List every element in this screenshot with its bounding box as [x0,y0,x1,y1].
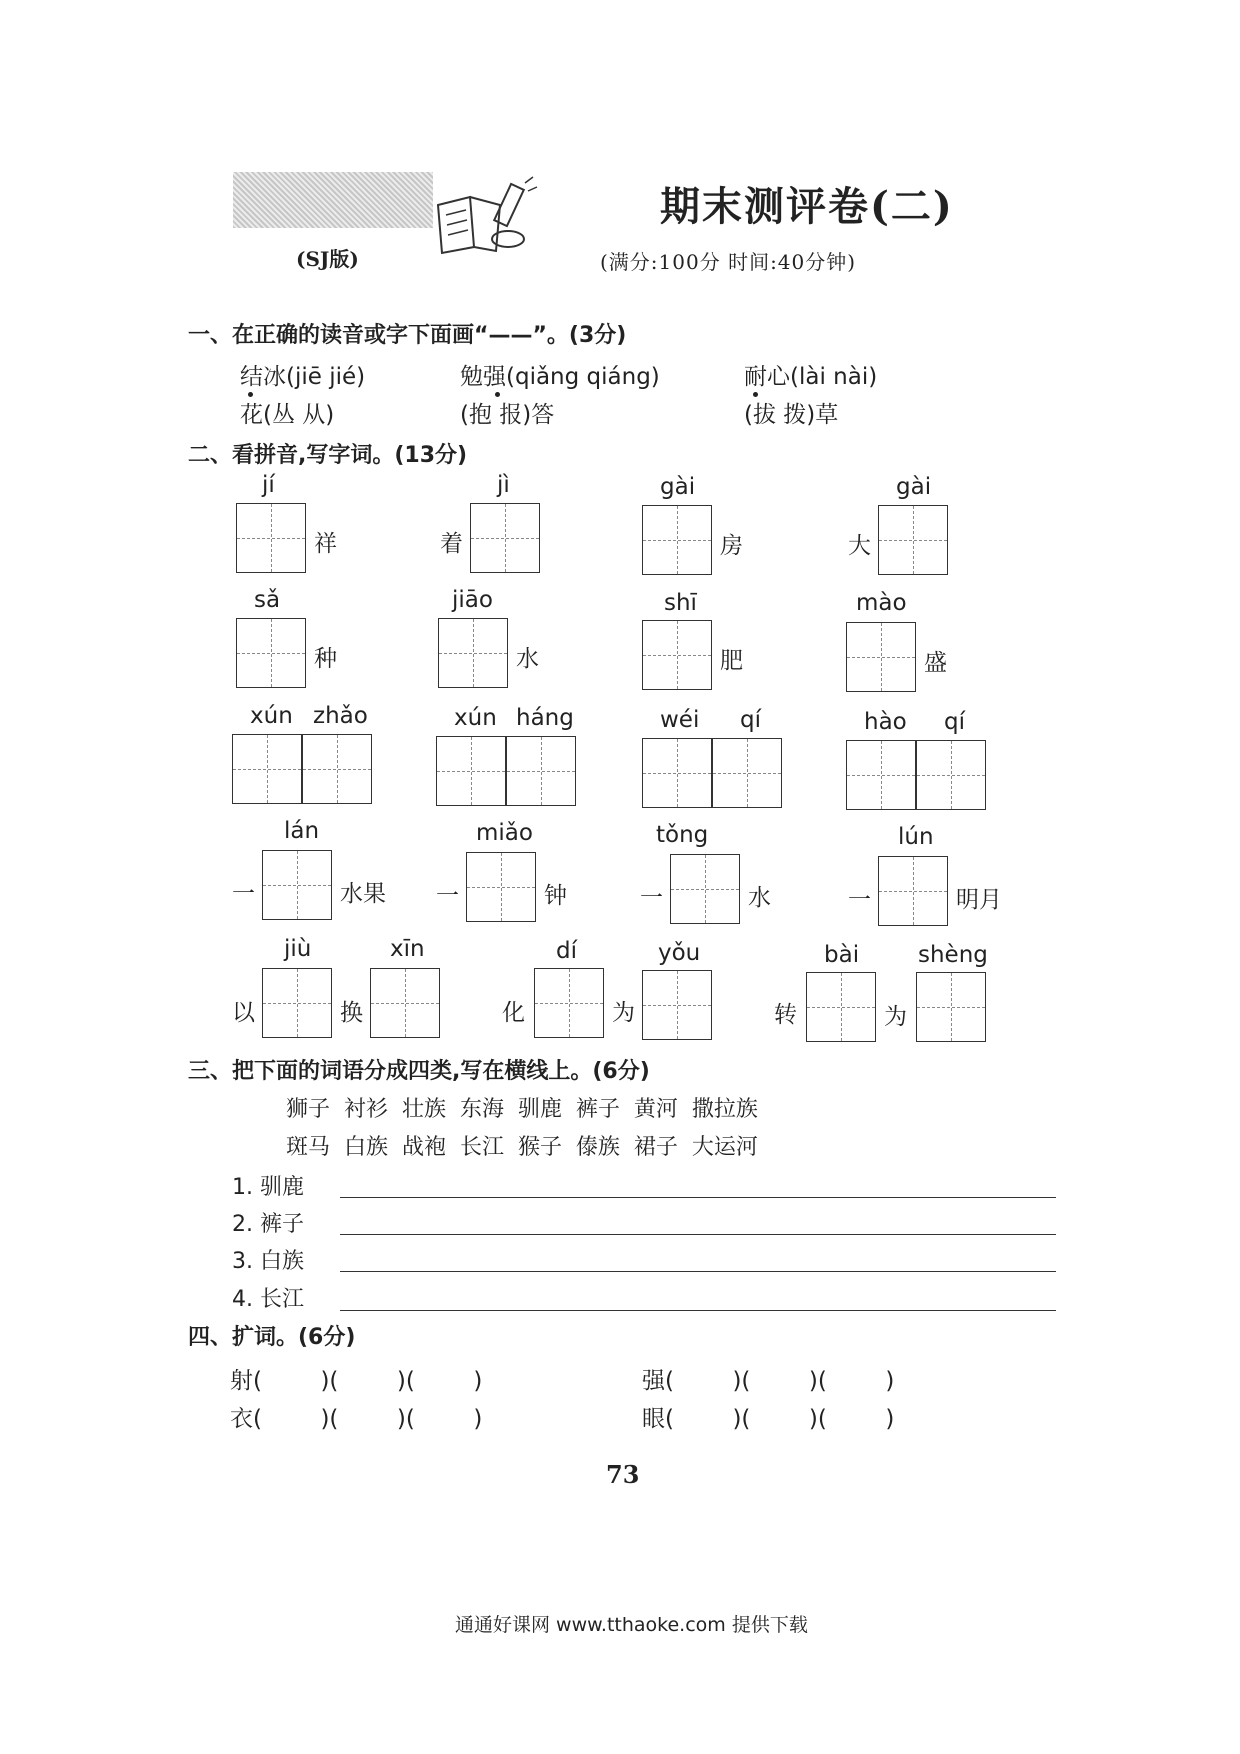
writing-box[interactable] [534,968,604,1038]
context-char: 一 [232,881,255,907]
writing-box[interactable] [916,972,986,1042]
pinyin-label: shèng [918,942,988,968]
q1-item: 结冰(jiē jié) [240,364,366,390]
writing-box[interactable] [370,968,440,1038]
word-list: 狮子 衬衫 壮族 东海 驯鹿 裤子 黄河 撒拉族 [286,1097,758,1122]
pinyin-label: sǎ [254,587,281,613]
context-char: 换 [340,1000,363,1026]
q1-item: 勉强(qiǎng qiáng) [460,364,660,390]
writing-box[interactable] [878,505,948,575]
pinyin-label: háng [516,705,574,731]
answer-line[interactable] [340,1310,1056,1311]
q2-heading: 二、看拼音,写字词。(13分) [188,443,468,468]
exam-meta: (满分:100分 时间:40分钟) [600,250,857,274]
context-char: 钟 [544,883,567,909]
writing-box[interactable] [642,505,712,575]
context-char: 以 [232,1000,255,1026]
writing-box[interactable] [916,740,986,810]
q1-item: 花(丛 从) [240,402,335,428]
writing-box[interactable] [642,620,712,690]
answer-line[interactable] [340,1197,1056,1198]
q1-item: 耐心(lài nài) [744,364,878,390]
pinyin-label: qí [740,707,761,733]
context-char: 种 [314,646,337,672]
context-char: 化 [502,1000,525,1026]
writing-box[interactable] [642,738,712,808]
context-char: 着 [440,531,463,557]
writing-box[interactable] [506,736,576,806]
pinyin-label: qí [944,709,965,735]
category-label: 2. 裤子 [232,1212,304,1237]
page-number: 73 [606,1460,640,1489]
category-label: 1. 驯鹿 [232,1175,304,1200]
writing-box[interactable] [846,622,916,692]
context-char: 肥 [720,648,743,674]
pinyin-label: gài [896,474,932,500]
context-char: 明月 [956,887,1002,913]
context-char: 一 [436,883,459,909]
category-label: 4. 长江 [232,1287,304,1312]
context-char: 为 [612,1000,635,1026]
context-char: 祥 [314,531,337,557]
footer-credit: 通通好课网 www.tthaoke.com 提供下载 [455,1614,808,1636]
pinyin-label: lún [898,824,934,850]
emphasis-dot [248,392,253,397]
writing-box[interactable] [806,972,876,1042]
word-list: 斑马 白族 战袍 长江 猴子 傣族 裙子 大运河 [286,1135,758,1160]
pinyin-label: jí [262,472,275,498]
pinyin-label: gài [660,474,696,500]
pinyin-label: tǒng [656,822,709,848]
pinyin-label: mào [856,590,907,616]
context-char: 大 [848,533,871,559]
pinyin-label: jiù [284,936,312,962]
pinyin-label: dí [556,938,577,964]
expand-row: 眼( )( )( ) [642,1406,895,1432]
pinyin-label: xún [250,703,293,729]
pinyin-label: shī [664,590,697,616]
context-char: 水果 [340,881,386,907]
q3-heading: 三、把下面的词语分成四类,写在横线上。(6分) [188,1059,650,1084]
context-char: 盛 [924,650,947,676]
context-char: 房 [720,533,743,559]
blurred-stamp [233,172,433,228]
context-char: 转 [774,1002,797,1028]
pinyin-label: jiāo [452,587,493,613]
answer-line[interactable] [340,1234,1056,1235]
writing-box[interactable] [436,736,506,806]
writing-box[interactable] [438,618,508,688]
book-microscope-icon [430,175,540,257]
writing-box[interactable] [232,734,302,804]
writing-box[interactable] [262,850,332,920]
expand-row: 强( )( )( ) [642,1368,895,1394]
emphasis-dot [753,392,758,397]
pinyin-label: miǎo [476,820,533,846]
writing-box[interactable] [642,970,712,1040]
answer-line[interactable] [340,1271,1056,1272]
context-char: 一 [640,885,663,911]
q1-heading: 一、在正确的读音或字下面画“——”。(3分) [188,323,627,348]
writing-box[interactable] [712,738,782,808]
writing-box[interactable] [236,618,306,688]
writing-box[interactable] [302,734,372,804]
edition-label: (SJ版) [296,247,359,271]
expand-row: 衣( )( )( ) [230,1406,483,1432]
pinyin-label: zhǎo [313,703,368,729]
emphasis-dot [495,392,500,397]
q4-heading: 四、扩词。(6分) [188,1325,356,1350]
context-char: 水 [516,646,539,672]
context-char: 为 [884,1004,907,1030]
pinyin-label: yǒu [658,940,701,966]
writing-box[interactable] [846,740,916,810]
page-title: 期末测评卷(二) [660,183,954,230]
writing-box[interactable] [878,856,948,926]
pinyin-label: xún [454,705,497,731]
pinyin-label: hào [864,709,907,735]
q1-item: (拔 拨)草 [744,402,839,428]
category-label: 3. 白族 [232,1249,304,1274]
writing-box[interactable] [670,854,740,924]
writing-box[interactable] [262,968,332,1038]
context-char: 水 [748,885,771,911]
context-char: 一 [848,887,871,913]
pinyin-label: xīn [390,936,425,962]
q1-item: (抱 报)答 [460,402,555,428]
pinyin-label: wéi [660,707,700,733]
pinyin-label: bài [824,942,860,968]
writing-box[interactable] [236,503,306,573]
pinyin-label: jì [497,472,510,498]
writing-box[interactable] [470,503,540,573]
pinyin-label: lán [284,818,320,844]
expand-row: 射( )( )( ) [230,1368,483,1394]
writing-box[interactable] [466,852,536,922]
